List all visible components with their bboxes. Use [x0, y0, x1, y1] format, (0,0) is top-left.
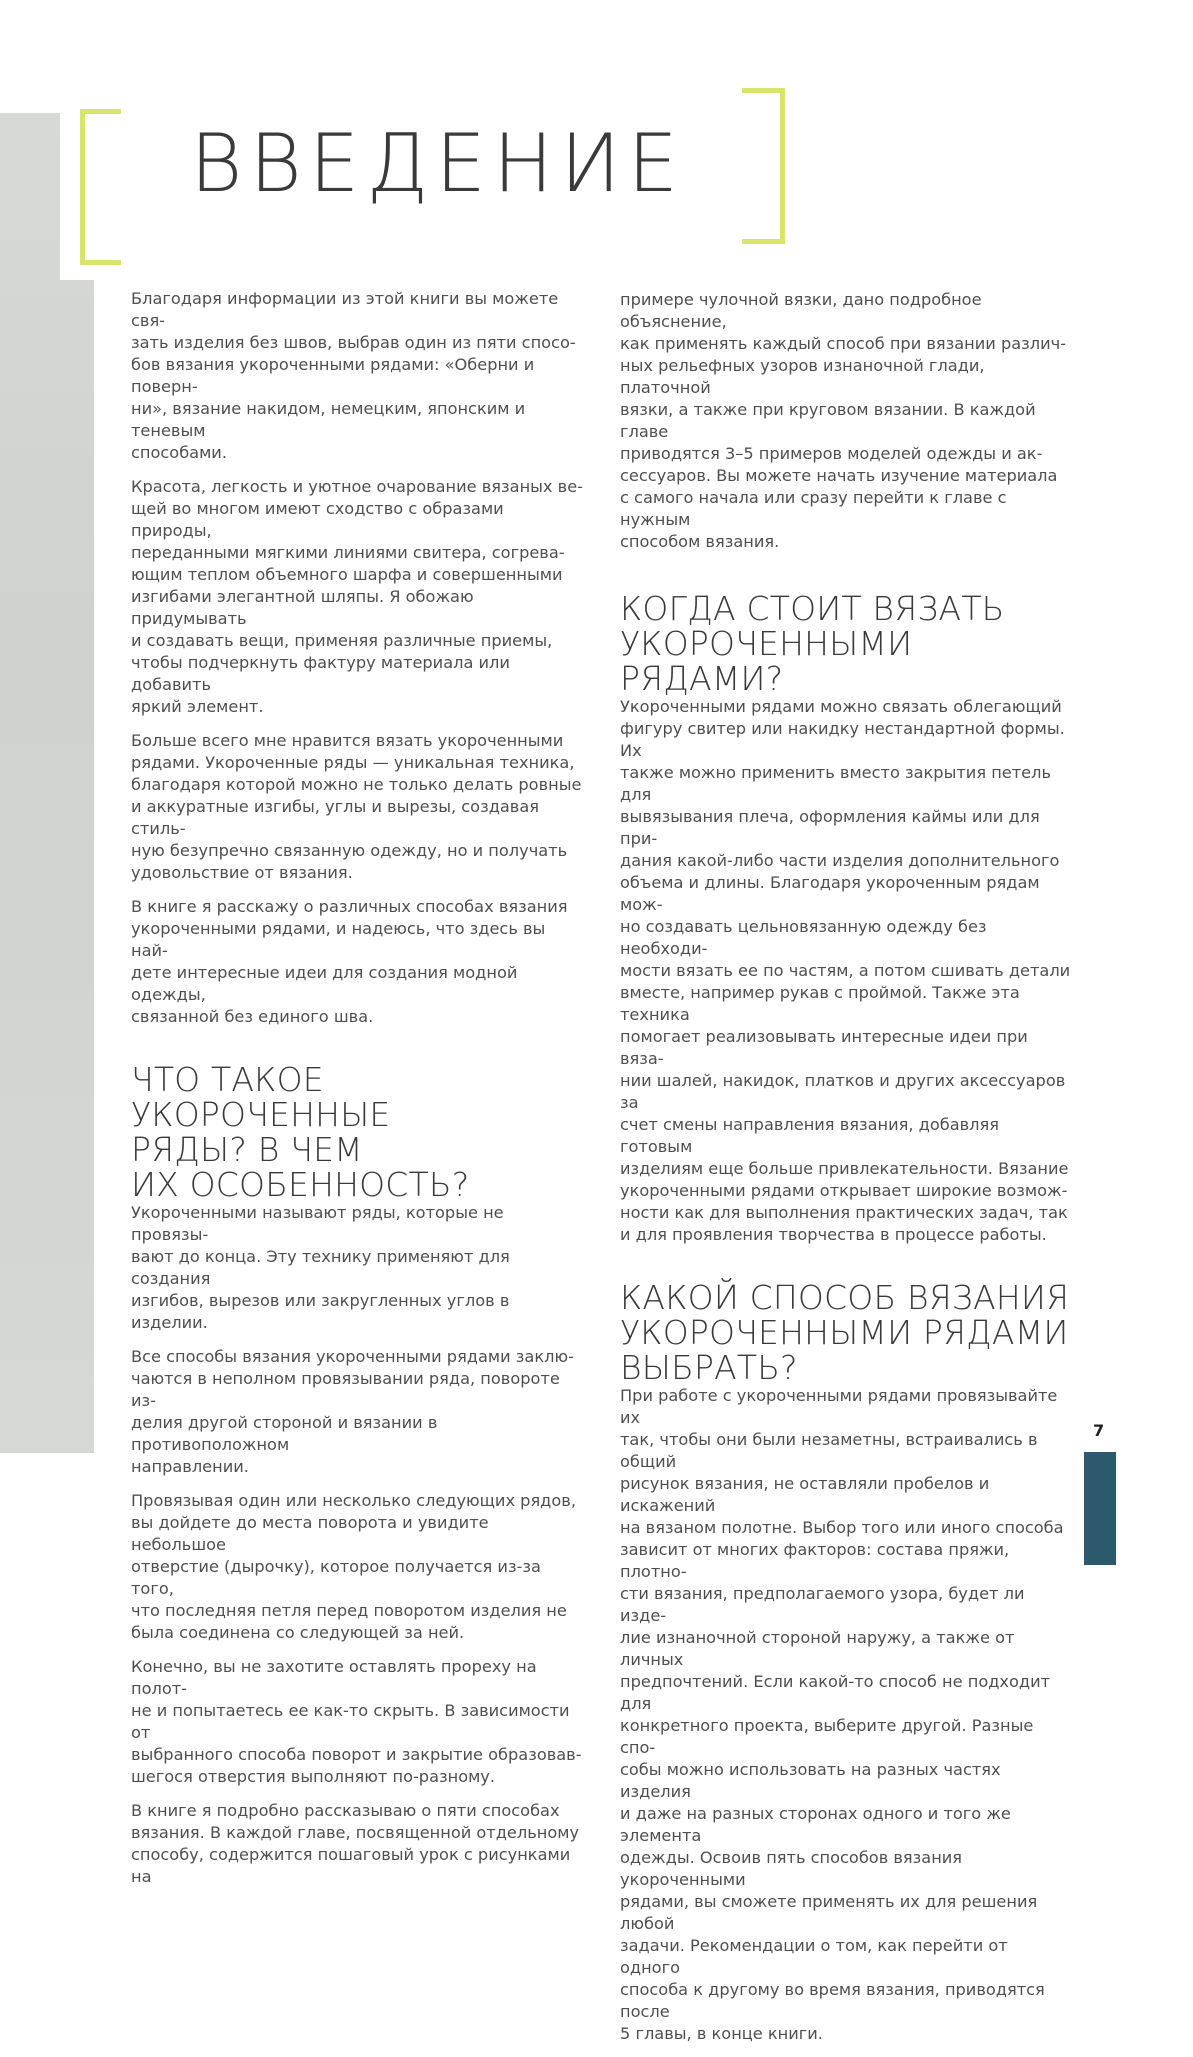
section-heading-which-method: КАКОЙ СПОСОБ ВЯЗАНИЯ УКОРОЧЕННЫМИ РЯДАМИ ВЫБРАТЬ? [620, 1278, 1070, 1387]
decorative-side-band [0, 113, 94, 1453]
intro-paragraph-1: Благодаря информации из этой книги вы можете свя- зать изделия без швов, выбрав один из пяти спосо- бов вязания укороченными рядами: «Оберни и поверн- ни», вязание накидом, немецким, японским и теневым способами. [131, 289, 576, 462]
right-column [620, 289, 1072, 2057]
right-bracket-decoration [742, 88, 785, 244]
left-bracket-decoration [80, 109, 121, 265]
section1-paragraph-4: Конечно, вы не захотите оставлять прореху на полот- не и попытаетесь ее как-то скрыть. В зависимости от выбранного способа поворот и закрытие образовав- шегося отверстия выполняют по-разному. [131, 1657, 582, 1786]
section1-paragraph-3: Провязывая один или несколько следующих рядов, вы дойдете до места поворота и увидите небольшое отверстие (дырочку), которое получается из-за того, что последняя петля перед поворотом изделия не была соединена со следующей за ней. [131, 1491, 576, 1642]
section-heading-when-to-knit: КОГДА СТОИТ ВЯЗАТЬ УКОРОЧЕННЫМИ РЯДАМИ? [620, 589, 1005, 698]
section1-paragraph-1: Укороченными называют ряды, которые не провязы- вают до конца. Эту технику применяют для создания изгибов, вырезов или закругленных углов в изделии. [131, 1203, 510, 1332]
left-column [131, 288, 583, 1900]
intro-paragraph-2: Красота, легкость и уютное очарование вязаных ве- щей во многом имеют сходство с образами природы, переданными мягкими линиями свитера, согрева- ющим теплом объемного шарфа и совершенными изгибами элегантной шляпы. Я обожаю придумывать и создавать вещи, применяя различные приемы, чтобы подчеркнуть фактуру материала или добавить яркий элемент. [131, 477, 584, 716]
section1-paragraph-5: В книге я подробно рассказываю о пяти способах вязания. В каждой главе, посвященной отдельному способу, содержится пошаговый урок с рисунками на [131, 1801, 580, 1886]
section3-paragraph: При работе с укороченными рядами провязывайте их так, чтобы они были незаметны, встраивались в общий рисунок вязания, не оставляли пробелов и искажений на вязаном полотне. Выбор того или иного способа зависит от многих факторов: состава пряжи, плотно- сти вязания, предполагаемого узора, будет ли изде- лие изнаночной стороной наружу, а также от личных предпочтений. Если какой-то способ не подходит для конкретного проекта, выберите другой. Разные спо- собы можно использовать на разных частях изделия и даже на разных сторонах одного и того же элемента одежды. Освоив пять способов вязания укороченными рядами, вы сможете применять их для решения любой задачи. Рекомендации о том, как перейти от одного способа к другому во время вязания, приводятся после 5 главы, в конце книги. [620, 1386, 1064, 2043]
section-heading-what-are-short-rows: ЧТО ТАКОЕ УКОРОЧЕННЫЕ РЯДЫ? В ЧЕМ ИХ ОСОБЕННОСТЬ? [131, 1060, 470, 1204]
continuation-paragraph: примере чулочной вязки, дано подробное объяснение, как применять каждый способ при вязании различ- ных рельефных узоров изнаночной глади, платочной вязки, а также при круговом вязании. В каждой главе приводятся 3–5 примеров моделей одежды и ак- сессуаров. Вы можете начать изучение материала с самого начала или сразу перейти к главе с нужным способом вязания. [620, 290, 1067, 551]
intro-paragraph-4: В книге я расскажу о различных способах вязания укороченными рядами, и надеюсь, что здесь вы най- дете интересные идеи для создания модной одежды, связанной без единого шва. [131, 897, 568, 1026]
page-edge-tab [1084, 1452, 1116, 1565]
page-title: ВВЕДЕНИЕ [190, 117, 686, 210]
page-number: 7 [1093, 1421, 1105, 1440]
section1-paragraph-2: Все способы вязания укороченными рядами заклю- чаются в неполном провязывании ряда, повороте из- делия другой стороной и вязании в противоположном направлении. [131, 1347, 574, 1476]
intro-paragraph-3: Больше всего мне нравится вязать укороченными рядами. Укороченные ряды — уникальная техника, благодаря которой можно не только делать ровные и аккуратные изгибы, углы и вырезы, создавая стиль- ную безупречно связанную одежду, но и получать удовольствие от вязания. [131, 731, 582, 882]
section2-paragraph: Укороченными рядами можно связать облегающий фигуру свитер или накидку нестандартной формы. Их также можно применить вместо закрытия петель для вывязывания плеча, оформления каймы или для при- дания какой-либо части изделия дополнительного объема и длины. Благодаря укороченным рядам мож- но создавать цельновязанную одежду без необходи- мости вязать ее по частям, а потом сшивать детали вместе, например рукав с проймой. Также эта техника помогает реализовывать интересные идеи при вяза- нии шалей, накидок, платков и других аксессуаров за счет смены направления вязания, добавляя готовым изделиям еще больше привлекательности. Вязание укороченными рядами открывает широкие возмож- ности как для выполнения практических задач, так и для проявления творчества в процессе работы. [620, 697, 1071, 1244]
